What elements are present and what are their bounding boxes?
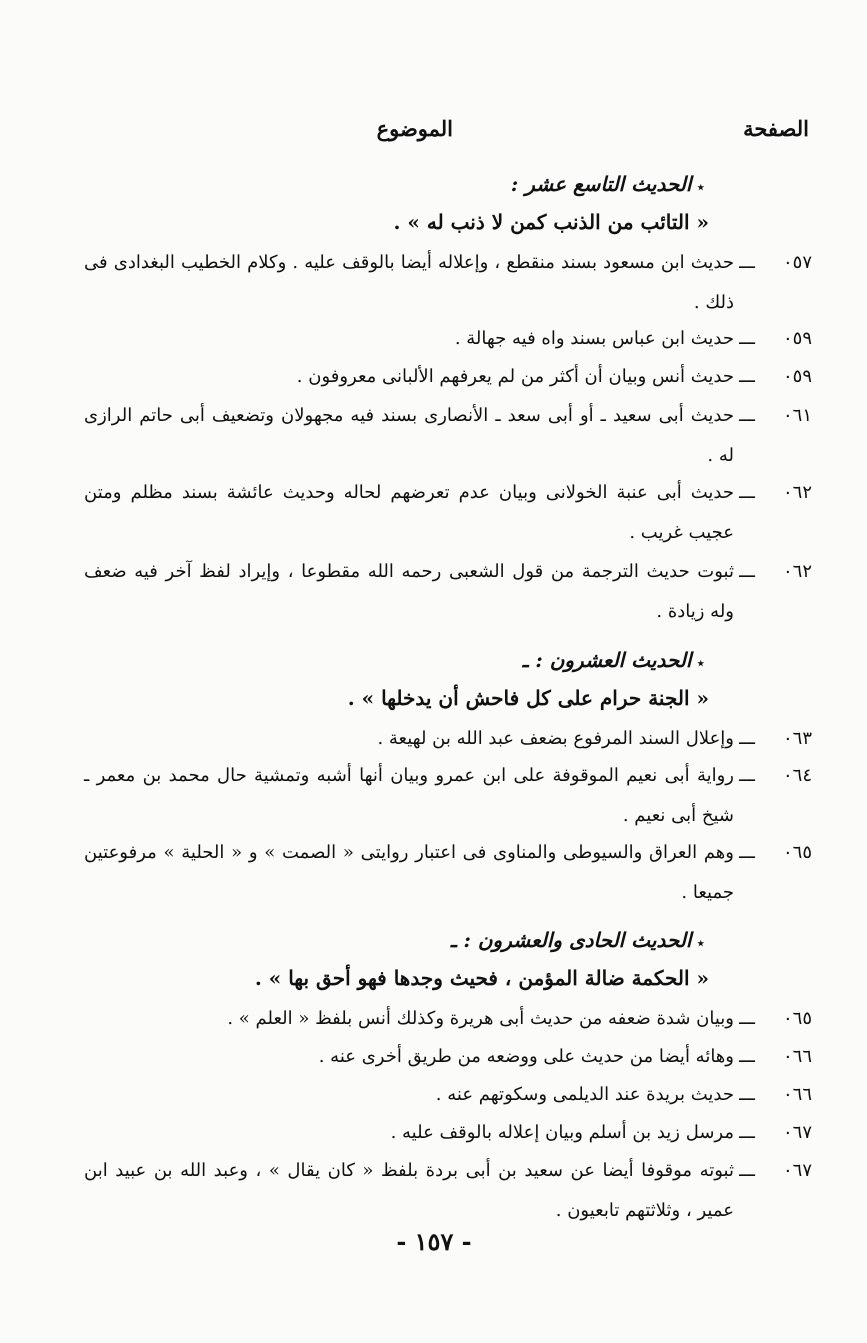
entry-text: حديث ابن مسعود بسند منقطع ، وإعلاله أيضا بالوقف عليه . وكلام الخطيب البغدادى فى ذلك . (84, 252, 734, 313)
page-ref: ٠٥٧ (782, 252, 812, 273)
entry-text: حديث بريدة عند الديلمى وسكوتهم عنه . (435, 1084, 734, 1105)
entry-dash: ـــ (739, 1160, 755, 1181)
section-title: ٭الحديث العشرون : ـ (522, 648, 704, 672)
page-number: - ١٥٧ - (396, 1227, 472, 1256)
page-ref: ٠٦٤ (782, 765, 812, 786)
toc-entry (85, 842, 812, 924)
entry-text: ثبوت حديث الترجمة من قول الشعبى رحمه الله مقطوعا ، وإيراد لفظ آخر فيه ضعف وله زيادة . (84, 561, 734, 622)
page-ref: ٠٦٥ (782, 1008, 812, 1029)
entry-dash: ـــ (739, 561, 755, 582)
entry-text: حديث أبى عنبة الخولانى وبيان عدم تعرضهم لحاله وحديث عائشة بسند مظلم ومتن عجيب غريب . (84, 482, 734, 543)
entry-dash: ـــ (739, 1046, 755, 1067)
entry-text: وبيان شدة ضعفه من حديث أبى هريرة وكذلك أنس بلفظ « العلم » . (227, 1008, 734, 1029)
entry-text: حديث أنس وبيان أن أكثر من لم يعرفهم الألبانى معروفون . (296, 366, 734, 387)
subject-column-header: الموضوع (376, 116, 453, 141)
page-ref: ٠٦٧ (782, 1122, 812, 1143)
entry-dash: ـــ (739, 765, 755, 786)
page-ref: ٠٦٢ (782, 482, 812, 503)
entry-dash: ـــ (739, 328, 755, 349)
entry-dash: ـــ (739, 366, 755, 387)
page-ref: ٠٦٧ (782, 1160, 812, 1181)
page-column-header: الصفحة (743, 116, 809, 141)
bullet-icon: ٭ (697, 180, 704, 194)
entry-text: وهم العراق والسيوطى والمناوى فى اعتبار روايتى « الصمت » و « الحلية » مرفوعتين جميعا . (84, 842, 734, 903)
page-ref: ٠٦١ (782, 405, 812, 426)
entry-dash: ـــ (739, 842, 755, 863)
toc-entry (85, 561, 812, 643)
page-ref: ٠٦٦ (782, 1084, 812, 1105)
section-quote: « الجنة حرام على كل فاحش أن يدخلها » . (347, 686, 709, 710)
entry-dash: ـــ (739, 728, 755, 749)
entry-dash: ـــ (739, 252, 755, 273)
entry-dash: ـــ (739, 1084, 755, 1105)
section-title: ٭الحديث الحادى والعشرون : ـ (450, 928, 704, 952)
entry-dash: ـــ (739, 482, 755, 503)
page-ref: ٠٥٩ (782, 366, 812, 387)
entry-dash: ـــ (739, 405, 755, 426)
entry-text: وهائه أيضا من حديث على ووضعه من طريق أخرى عنه . (318, 1046, 734, 1067)
section-title: ٭الحديث التاسع عشر : (510, 172, 704, 196)
entry-text: مرسل زيد بن أسلم وبيان إعلاله بالوقف عليه . (390, 1122, 734, 1143)
section-quote: « الحكمة ضالة المؤمن ، فحيث وجدها فهو أحق بها » . (254, 966, 709, 990)
bullet-icon: ٭ (697, 936, 704, 950)
entry-text: وإعلال السند المرفوع بضعف عبد الله بن لهيعة . (377, 728, 734, 749)
section-quote: « التائب من الذنب كمن لا ذنب له » . (393, 210, 709, 234)
page-ref: ٠٥٩ (782, 328, 812, 349)
page-ref: ٠٦٣ (782, 728, 812, 749)
entry-text: حديث ابن عباس بسند واه فيه جهالة . (454, 328, 734, 349)
entry-text: حديث أبى سعيد ـ أو أبى سعد ـ الأنصارى بسند فيه مجهولان وتضعيف أبى حاتم الرازى له . (84, 405, 734, 466)
entry-text: رواية أبى نعيم الموقوفة على ابن عمرو وبيان أنها أشبه وتمشية حال محمد بن معمر ـ شيخ أبى نعيم . (84, 765, 734, 826)
page-ref: ٠٦٥ (782, 842, 812, 863)
page-ref: ٠٦٢ (782, 561, 812, 582)
entry-text: ثبوته موقوفا أيضا عن سعيد بن أبى بردة بلفظ « كان يقال » ، وعبد الله بن عبيد ابن عمير ، وثلاثتهم تابعيون . (84, 1160, 734, 1221)
entry-dash: ـــ (739, 1122, 755, 1143)
page-ref: ٠٦٦ (782, 1046, 812, 1067)
bullet-icon: ٭ (697, 656, 704, 670)
entry-dash: ـــ (739, 1008, 755, 1029)
